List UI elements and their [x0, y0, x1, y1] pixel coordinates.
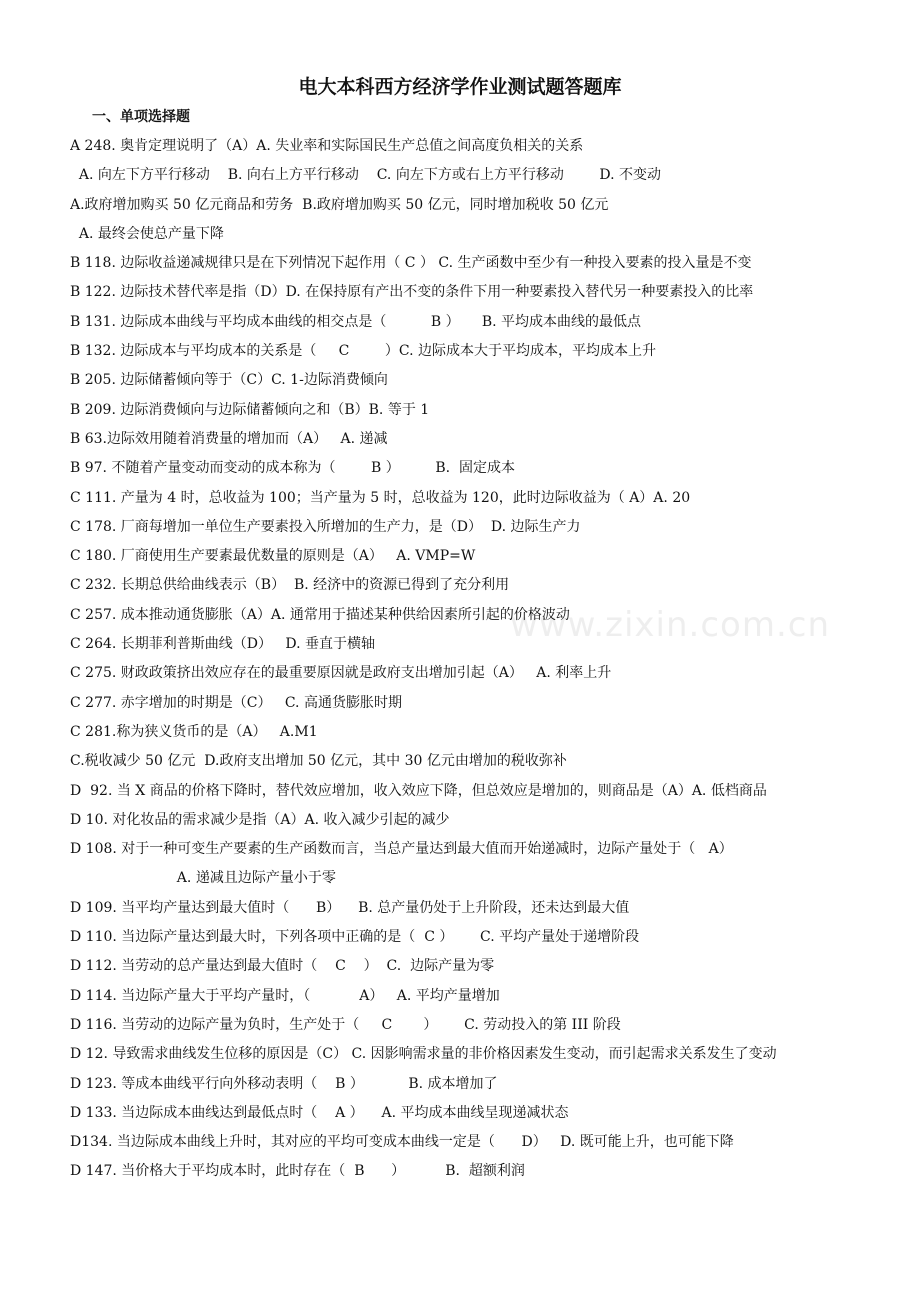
- question-line: A. 向左下方平行移动 B. 向右上方平行移动 C. 向左下方或右上方平行移动 D. 不变动: [70, 167, 662, 184]
- question-line: D 116. 当劳动的边际产量为负时，生产处于（ C ） C. 劳动投入的第 III 阶段: [70, 1016, 621, 1033]
- question-line: D 133. 当边际成本曲线达到最低点时（ A ） A. 平均成本曲线呈现递减状态: [70, 1104, 569, 1121]
- question-line: C 111. 产量为 4 时，总收益为 100；当产量为 5 时，总收益为 120，此时边际收益为（ A）A. 20: [70, 489, 691, 506]
- question-line: D 92. 当 X 商品的价格下降时，替代效应增加，收入效应下降，但总效应是增加的，则商品是（A）A. 低档商品: [70, 782, 767, 799]
- question-line: C 277. 赤字增加的时期是（C） C. 高通货膨胀时期: [70, 694, 402, 711]
- question-line: B 97. 不随着产量变动而变动的成本称为（ B ） B. 固定成本: [70, 460, 516, 477]
- question-line: A. 递减且边际产量小于零: [70, 870, 336, 887]
- question-line: A 248. 奥肯定理说明了（A）A. 失业率和实际国民生产总值之间高度负相关的关系: [70, 138, 584, 154]
- question-line: B 63.边际效用随着消费量的增加而（A） A. 递减: [70, 430, 388, 447]
- question-line: D 109. 当平均产量达到最大值时（ B） B. 总产量仍处于上升阶段，还未达到最大值: [70, 899, 630, 916]
- question-line: A. 最终会使总产量下降: [70, 225, 224, 242]
- question-line: D 108. 对于一种可变生产要素的生产函数而言，当总产量达到最大值而开始递减时，边际产量处于（ A）: [70, 841, 733, 858]
- question-line: D 10. 对化妆品的需求减少是指（A）A. 收入减少引起的减少: [70, 811, 450, 828]
- question-line: C 275. 财政政策挤出效应存在的最重要原因就是政府支出增加引起（A） A. 利率上升: [70, 665, 612, 682]
- page-title: 电大本科西方经济学作业测试题答题库: [298, 76, 622, 98]
- question-line: D 112. 当劳动的总产量达到最大值时（ C ） C. 边际产量为零: [70, 958, 495, 975]
- question-line: D 110. 当边际产量达到最大时，下列各项中正确的是（ C ） C. 平均产量处于递增阶段: [70, 929, 640, 946]
- question-list: [70, 132, 860, 1187]
- question-line: D134. 当边际成本曲线上升时，其对应的平均可变成本曲线一定是（ D） D. 既可能上升，也可能下降: [70, 1134, 734, 1151]
- question-line: D 123. 等成本曲线平行向外移动表明（ B ） B. 成本增加了: [70, 1075, 498, 1092]
- question-line: B 122. 边际技术替代率是指（D）D. 在保持原有产出不变的条件下用一种要素投入替代另一种要素投入的比率: [70, 284, 754, 301]
- question-line: C 264. 长期菲利普斯曲线（D） D. 垂直于横轴: [70, 636, 375, 653]
- question-line: B 132. 边际成本与平均成本的关系是（ C ）C. 边际成本大于平均成本，平均成本上升: [70, 343, 657, 360]
- question-line: B 209. 边际消费倾向与边际储蓄倾向之和（B）B. 等于 1: [70, 401, 430, 418]
- watermark: www.zixin.com.cn: [510, 605, 830, 645]
- question-line: B 205. 边际储蓄倾向等于（C）C. 1-边际消费倾向: [70, 372, 388, 389]
- section-heading: 一、单项选择题: [92, 109, 190, 125]
- question-line: D 147. 当价格大于平均成本时，此时存在（ B ） B. 超额利润: [70, 1163, 525, 1180]
- question-line: C 281.称为狭义货币的是（A） A.M1: [70, 723, 318, 740]
- question-line: D 12. 导致需求曲线发生位移的原因是（C） C. 因影响需求量的非价格因素发生变动，而引起需求关系发生了变动: [70, 1046, 777, 1063]
- question-line: C 180. 厂商使用生产要素最优数量的原则是（A） A. VMP=W: [70, 548, 476, 565]
- question-line: C 178. 厂商每增加一单位生产要素投入所增加的生产力，是（D） D. 边际生产力: [70, 518, 581, 535]
- question-line: A.政府增加购买 50 亿元商品和劳务 B.政府增加购买 50 亿元，同时增加税收 50 亿元: [70, 196, 609, 213]
- question-line: C.税收减少 50 亿元 D.政府支出增加 50 亿元，其中 30 亿元由增加的税收弥补: [70, 753, 567, 770]
- question-line: C 257. 成本推动通货膨胀（A）A. 通常用于描述某种供给因素所引起的价格波动: [70, 606, 570, 623]
- question-line: B 131. 边际成本曲线与平均成本曲线的相交点是（ B ） B. 平均成本曲线的最低点: [70, 313, 642, 330]
- question-line: C 232. 长期总供给曲线表示（B） B. 经济中的资源已得到了充分利用: [70, 577, 510, 594]
- question-line: D 114. 当边际产量大于平均产量时，（ A） A. 平均产量增加: [70, 987, 500, 1004]
- question-line: B 118. 边际收益递减规律只是在下列情况下起作用（ C ） C. 生产函数中至少有一种投入要素的投入量是不变: [70, 255, 752, 272]
